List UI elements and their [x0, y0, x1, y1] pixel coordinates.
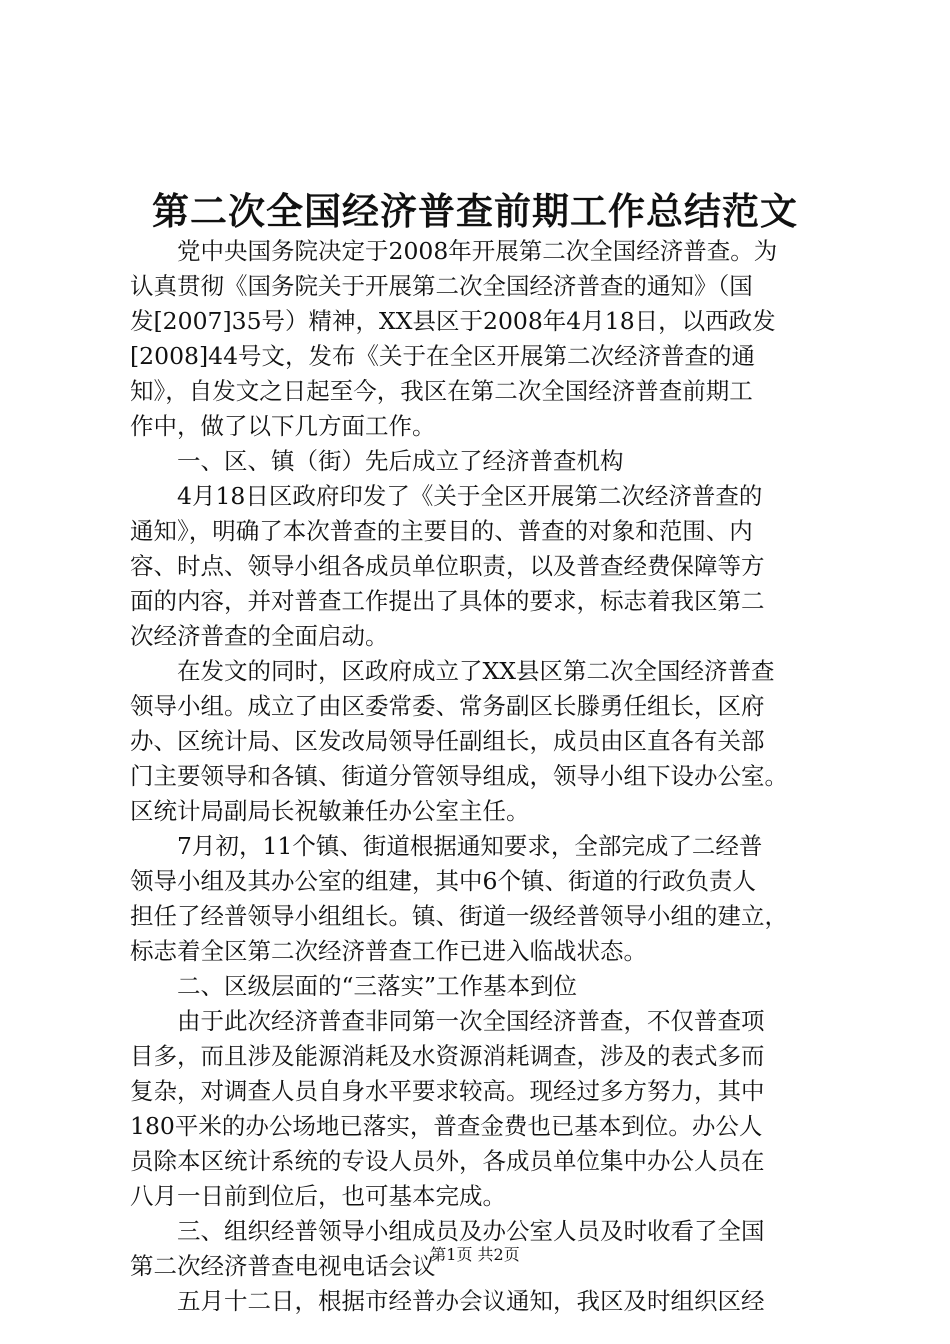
- body-line: [2008]44号文，发布《关于在全区开展第二次经济普查的通: [130, 342, 756, 370]
- body-line: 门主要领导和各镇、街道分管领导组成，领导小组下设办公室。: [130, 762, 788, 790]
- body-line: 办、区统计局、区发改局领导任副组长，成员由区直各有关部: [130, 727, 765, 755]
- body-line: 发[2007]35号）精神，XX县区于2008年4月18日，以西政发: [130, 307, 776, 335]
- body-line: 领导小组。成立了由区委常委、常务副区长滕勇任组长，区府: [130, 692, 765, 720]
- body-line: 知》，自发文之日起至今，我区在第二次全国经济普查前期工: [130, 377, 753, 405]
- body-line: 面的内容，并对普查工作提出了具体的要求，标志着我区第二: [130, 587, 765, 615]
- body-line: 由于此次经济普查非同第一次全国经济普查，不仅普查项: [130, 1007, 765, 1035]
- body-line: 认真贯彻《国务院关于开展第二次全国经济普查的通知》（国: [130, 272, 753, 300]
- body-line: 标志着全区第二次经济普查工作已进入临战状态。: [130, 937, 647, 965]
- body-line: 三、组织经普领导小组成员及办公室人员及时收看了全国: [130, 1217, 765, 1245]
- body-line: 复杂，对调查人员自身水平要求较高。现经过多方努力，其中: [130, 1077, 765, 1105]
- body-line: 在发文的同时，区政府成立了XX县区第二次全国经济普查: [130, 657, 775, 685]
- body-line: 领导小组及其办公室的组建，其中6个镇、街道的行政负责人: [130, 867, 756, 895]
- body-line: 7月初，11个镇、街道根据通知要求，全部完成了二经普: [130, 832, 763, 860]
- body-line: 目多，而且涉及能源消耗及水资源消耗调查，涉及的表式多而: [130, 1042, 765, 1070]
- document-body: [130, 234, 840, 1319]
- body-line: 4月18日区政府印发了《关于全区开展第二次经济普查的: [130, 482, 763, 510]
- body-line: 党中央国务院决定于2008年开展第二次全国经济普查。为: [130, 237, 778, 265]
- body-line: 五月十二日，根据市经普办会议通知，我区及时组织区经: [130, 1287, 765, 1315]
- body-line: 区统计局副局长祝敏兼任办公室主任。: [130, 797, 530, 825]
- body-line: 次经济普查的全面启动。: [130, 622, 389, 650]
- body-line: 180平米的办公场地已落实，普查金费也已基本到位。办公人: [130, 1112, 763, 1140]
- body-line: 一、区、镇（街）先后成立了经济普查机构: [130, 447, 624, 475]
- page-footer: 第1页 共2页: [430, 1245, 520, 1264]
- body-line: 二、区级层面的“三落实”工作基本到位: [130, 972, 578, 1000]
- body-line: 容、时点、领导小组各成员单位职责，以及普查经费保障等方: [130, 552, 765, 580]
- body-line: 作中，做了以下几方面工作。: [130, 412, 436, 440]
- document-title: 第二次全国经济普查前期工作总结范文: [152, 189, 798, 233]
- body-line: 担任了经普领导小组组长。镇、街道一级经普领导小组的建立，: [130, 902, 788, 930]
- body-line: 八月一日前到位后，也可基本完成。: [130, 1182, 506, 1210]
- body-line: 通知》，明确了本次普查的主要目的、普查的对象和范围、内: [130, 517, 753, 545]
- body-line: 第二次经济普查电视电话会议: [130, 1252, 436, 1280]
- body-line: 员除本区统计系统的专设人员外，各成员单位集中办公人员在: [130, 1147, 765, 1175]
